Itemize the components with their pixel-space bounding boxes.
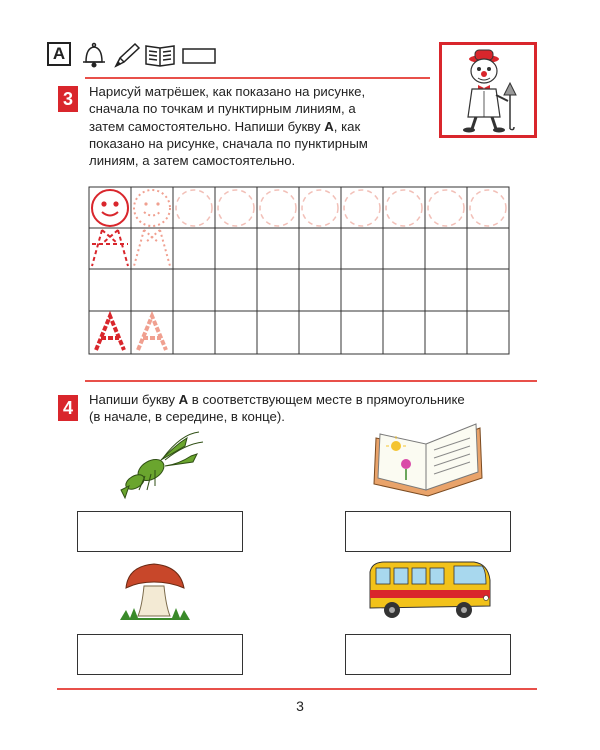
header-rule — [85, 77, 430, 79]
lesson-letter-box — [47, 42, 71, 66]
task-3-line-2: сначала по точкам и пунктирным линиям, а — [89, 101, 356, 117]
answer-box-crayfish[interactable] — [77, 511, 243, 552]
task-3-text — [89, 83, 430, 169]
task-3-number: 3 — [58, 86, 78, 112]
answer-box-bus[interactable] — [345, 634, 511, 675]
page-number: 3 — [296, 698, 304, 714]
answer-box-book[interactable] — [345, 511, 511, 552]
book-icon — [146, 46, 174, 66]
footer-rule — [57, 688, 537, 690]
trace-letter-a — [138, 316, 166, 350]
task-4-number: 4 — [58, 395, 78, 421]
task-4-line-2: (в начале, в середине, в конце). — [89, 409, 285, 425]
empty-rectangle — [183, 49, 215, 63]
task-3-line-1: Нарисуй матрёшек, как показано на рисунке, — [89, 84, 366, 99]
clown-with-umbrella-picture — [442, 45, 534, 135]
bell-icon — [83, 44, 105, 67]
task-3-line-4: показано на рисунке, сначала по пунктирным — [89, 135, 368, 151]
task-4-line-1: Напиши букву А в соответствующем месте в прямоугольнике — [89, 392, 465, 407]
task-3-line-3: затем самостоятельно. Напиши букву А, как — [89, 118, 361, 134]
sample-doll-body — [92, 230, 128, 266]
task-separator-rule — [85, 380, 537, 382]
trace-doll-body — [134, 230, 170, 266]
pencil-icon — [116, 44, 139, 66]
practice-grid[interactable] — [88, 186, 510, 356]
mushroom-picture — [118, 560, 192, 624]
answer-box-mushroom[interactable] — [77, 634, 243, 675]
sample-doll-face — [92, 190, 128, 226]
header-icons — [80, 40, 220, 70]
trace-doll-face — [134, 190, 170, 226]
crayfish-picture — [115, 430, 205, 502]
lesson-letter: А — [52, 44, 66, 63]
bus-picture — [364, 556, 496, 622]
task-3-line-5: линиям, а затем самостоятельно. — [89, 153, 296, 169]
open-book-picture — [370, 418, 486, 498]
character-picture-frame — [439, 42, 537, 138]
sample-letter-a — [96, 316, 124, 350]
